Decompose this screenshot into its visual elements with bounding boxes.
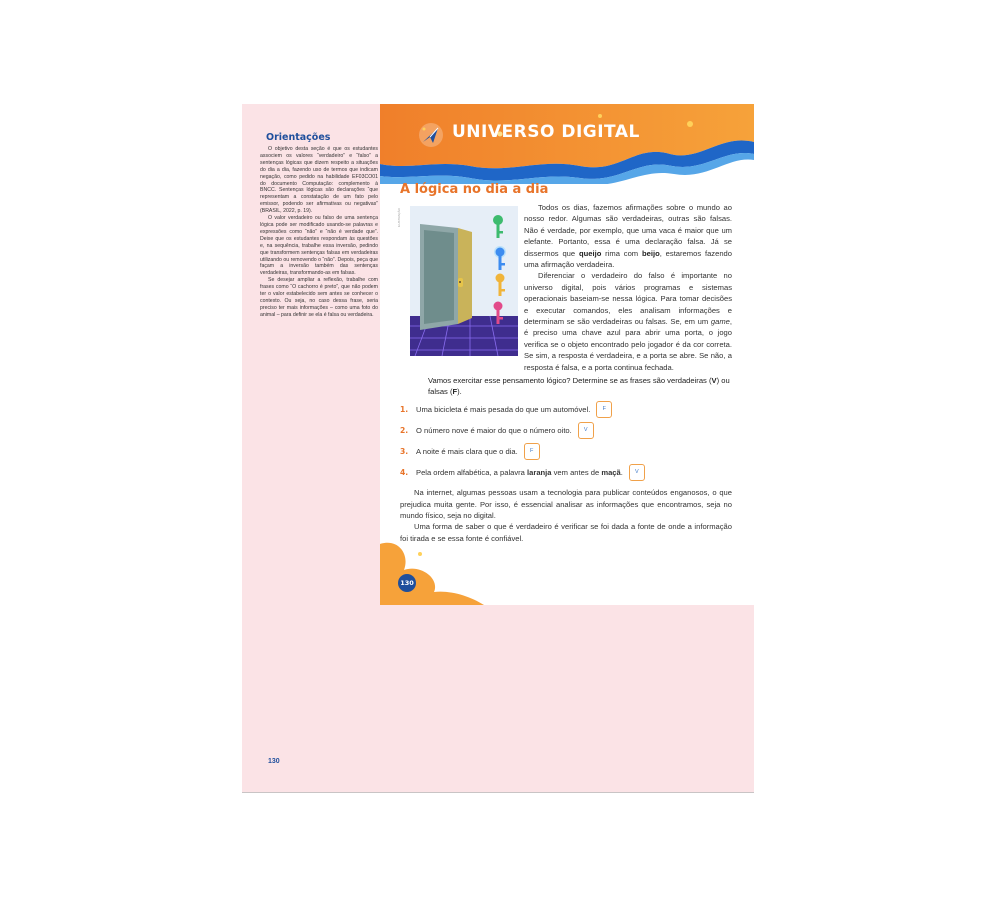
item-number: 3. (400, 446, 409, 456)
answer-box[interactable]: V (578, 422, 594, 439)
exercise-item (400, 401, 732, 418)
rocket-cursor-icon (418, 122, 444, 148)
article-body (400, 202, 732, 544)
exercise-item (400, 464, 732, 481)
item-text: Pela ordem alfabética, a palavra laranja vem antes de maçã. (416, 467, 623, 477)
bottom-decoration (380, 534, 490, 605)
closing-paragraph-2: Uma forma de saber o que é verdadeiro é verificar se foi dada a fonte de onde a informação foi tirada e se essa fonte é confiável. (400, 522, 732, 543)
teacher-guide-column (260, 132, 378, 319)
item-text: O número nove é maior do que o número oito. (416, 425, 572, 435)
item-number: 1. (400, 404, 409, 414)
exercise-item (400, 422, 732, 439)
banner-title: UNIVERSO DIGITAL (452, 122, 640, 142)
closing-paragraph-1: Na internet, algumas pessoas usam a tecnologia para publicar conteúdos enganosos, o que prejudica muita gente. Por isso, é essencial analisar as informações que encontramos, seja no mundo físico, seja no digital. (400, 488, 732, 520)
intro-paragraph-2: Diferenciar o verdadeiro do falso é importante no universo digital, pois vários programas e sistemas operacionais baseiam-se nessa lógica. Para tomar decisões e executar comandos, eles analisam informações e determinam se são verdadeiras ou falsas. Se, em um game, é preciso uma chave azul para abrir uma porta, o jogo verifica se o objeto encontrado pelo jogador é da cor correta. Se sim, a resposta é verdadeira, e a porta se abre. Se não, a resposta é falsa, e a porta continua fechada. (524, 271, 732, 372)
exercise-item (400, 443, 732, 460)
item-text: A noite é mais clara que o dia. (416, 446, 518, 456)
item-number: 2. (400, 425, 409, 435)
answer-box[interactable]: F (524, 443, 540, 460)
guide-title: Orientações (266, 132, 331, 143)
student-page (380, 104, 754, 605)
item-text: Uma bicicleta é mais pesada do que um automóvel. (416, 404, 591, 414)
item-number: 4. (400, 467, 409, 477)
answer-box[interactable]: F (596, 401, 612, 418)
page-number-badge: 130 (398, 574, 416, 592)
book-spread (242, 104, 754, 792)
guide-paragraph: Se desejar ampliar a reflexão, trabalhe com frases como “O cachorro é preto”, que não podem ter o valor estabelecido sem antes se conhecer o contexto. Ou seja, no caso dessa frase, seria preciso ter mais informações – como uma foto do animal – para definir se ela é falsa ou verdadeira. (260, 277, 378, 318)
exercise-list (400, 401, 732, 481)
illustration-credit: ILUSTRAÇÃO (397, 208, 401, 228)
footer-page-number: 130 (268, 758, 280, 765)
exercise-prompt: Vamos exercitar esse pensamento lógico? Determine se as frases são verdadeiras (V) ou falsas (F). (428, 376, 730, 397)
guide-paragraph: O valor verdadeiro ou falso de uma sentença lógica pode ser modificado usando-se palavras e expressões como “não” e “não é verdade que”. Deixe que os estudantes respondam às questões e, na sequência, trabalhe essa inversão, pedindo que transformem sentenças falsas em verdadeiras utilizando ou removendo o “não”. Depois, peça que façam a inversão também das sentenças verdadeiras, transformando-as em falsas. (260, 215, 378, 277)
section-title: A lógica no dia a dia (400, 182, 549, 197)
guide-paragraph: O objetivo desta seção é que os estudantes associem os valores “verdadeiro” e “falso” a sentenças lógicas que dizem respeito a situações do dia a dia, fazendo uso de termos que indicam negação, como pedido na habilidade EF03CO01 do documento Computação: complemento à BNCC. Sentenças lógicas são declarações “que representam a constatação de um fato pelo emissor, podendo ser afirmativas ou negativas” (BRASIL, 2022, p. 19). (260, 146, 378, 215)
answer-box[interactable]: V (629, 464, 645, 481)
intro-paragraph-1: Todos os dias, fazemos afirmações sobre o mundo ao nosso redor. Algumas são verdadeiras, outras são falsas. Não é verdade, por exemplo, que uma vaca é maior que um elefante. Portanto, essa é uma declaração falsa. Já se dissermos que queijo rima com beijo, estaremos fazendo uma afirmação verdadeira. (524, 203, 732, 270)
